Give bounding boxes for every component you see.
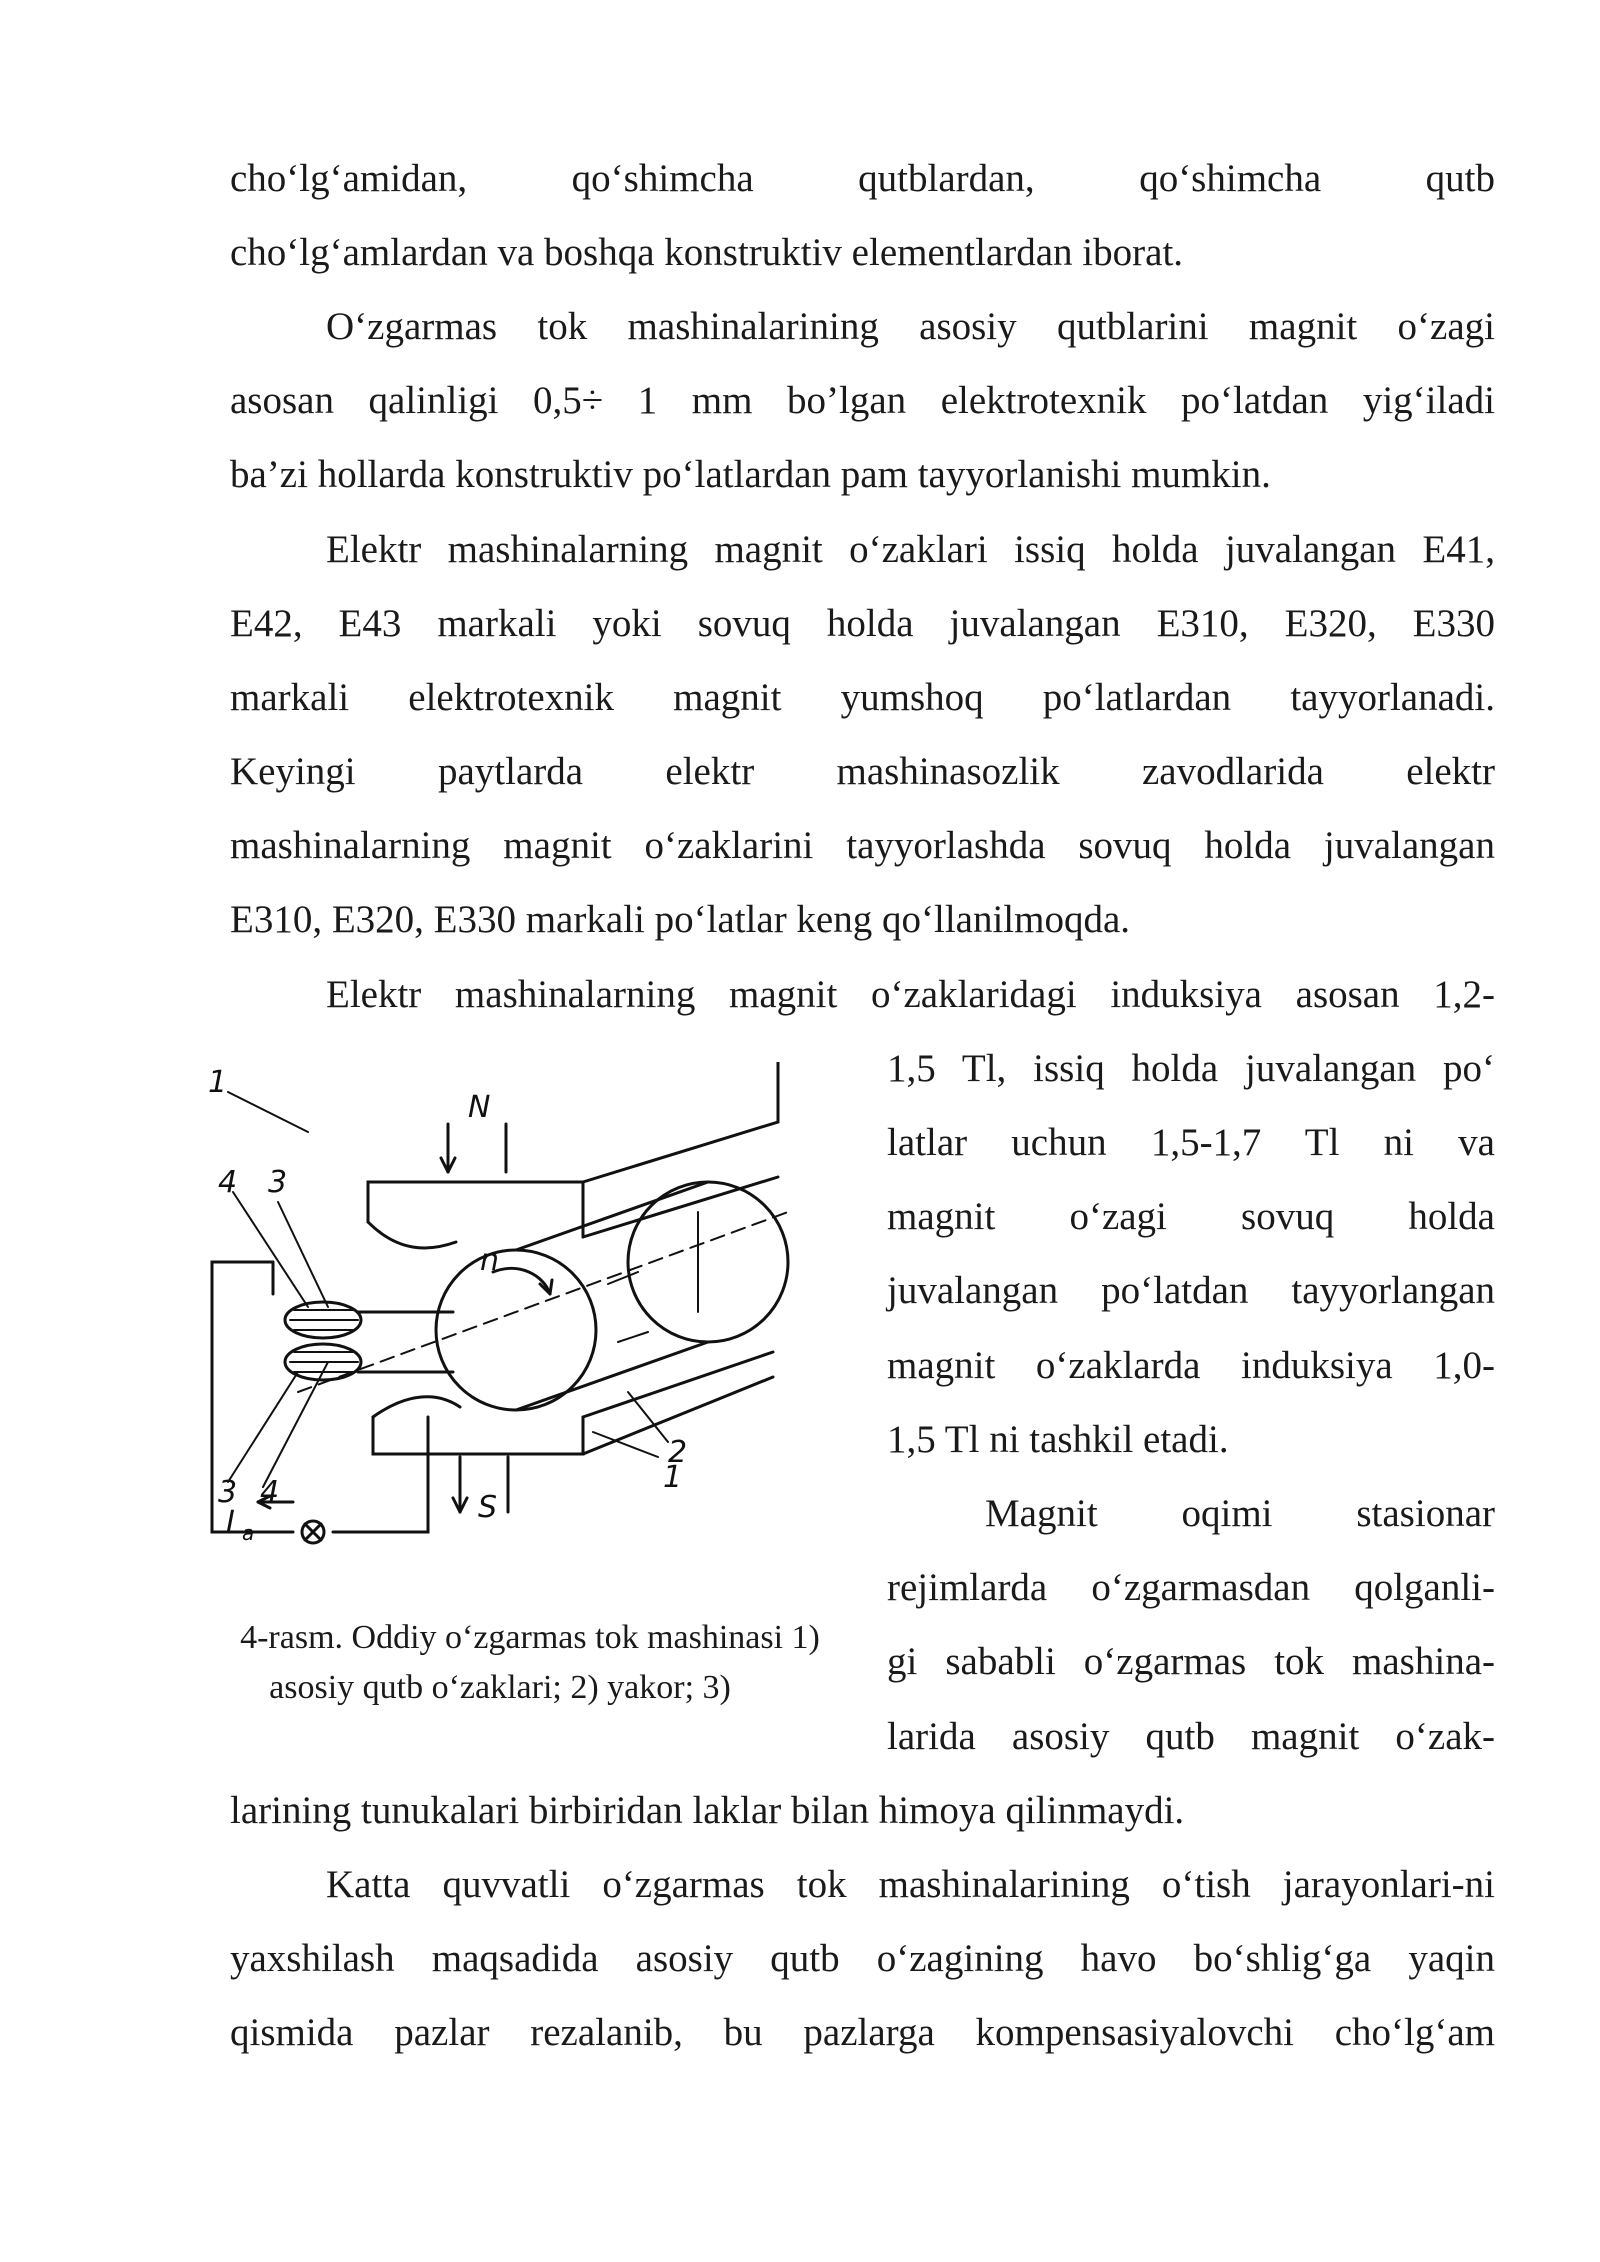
figure-label: n	[480, 1243, 500, 1278]
rotation-arrow	[493, 1268, 550, 1294]
text-line: yaxshilash maqsadida asosiy qutb o‘zagining havo bo‘shlig‘ga yaqin	[230, 1937, 1495, 1980]
pole-shoe	[373, 1397, 460, 1417]
figure-label: I	[226, 1505, 235, 1540]
bottom-pole-edge	[583, 1352, 773, 1417]
text-line: 1,5 Tl, issiq holda juvalangan po‘	[887, 1047, 1495, 1090]
armature-edge	[516, 1182, 708, 1250]
text-line: magnit o‘zaklarda induksiya 1,0-	[887, 1344, 1495, 1387]
top-pole	[368, 1182, 583, 1237]
bottom-pole	[373, 1417, 583, 1454]
figure-caption: 4-rasm. Oddiy o‘zgarmas tok mashinasi 1)	[240, 1619, 820, 1656]
text-line: cho‘lg‘amidan, qo‘shimcha qutblardan, qo‘shimcha qutb	[230, 157, 1495, 200]
text-line: mashinalarning magnit o‘zaklarini tayyorlashda sovuq holda juvalangan	[230, 824, 1495, 867]
shaft	[358, 1312, 453, 1372]
figure-label: S	[478, 1490, 498, 1525]
figure-label: 3	[218, 1475, 238, 1510]
text-line: asosan qalinligi 0,5÷ 1 mm bo’lgan elektrotexnik po‘latdan yig‘iladi	[230, 379, 1495, 422]
text-line: 1,5 Tl ni tashkil etadi.	[887, 1418, 1229, 1461]
text-line: Elektr mashinalarning magnit o‘zaklari issiq holda juvalangan E41,	[326, 528, 1495, 571]
figure-label: 4	[260, 1475, 280, 1510]
text-line: Magnit oqimi stasionar	[985, 1492, 1495, 1535]
leader-line	[233, 1192, 308, 1307]
leader-line	[228, 1372, 298, 1482]
figure-label: a	[242, 1521, 255, 1545]
text-line: magnit o‘zagi sovuq holda	[887, 1195, 1495, 1238]
figure-label: 1	[663, 1460, 683, 1495]
top-pole-edge	[583, 1062, 778, 1182]
text-line: gi sababli o‘zgarmas tok mashina-	[887, 1640, 1495, 1683]
text-line: rejimlarda o‘zgarmasdan qolganli-	[887, 1566, 1495, 1609]
text-line: E310, E320, E330 markali po‘latlar keng qo‘llanilmoqda.	[230, 898, 1131, 941]
text-line: cho‘lg‘amlardan va boshqa konstruktiv elementlardan iborat.	[230, 231, 1184, 274]
leader-line	[278, 1202, 328, 1307]
commutator-segments	[290, 1310, 358, 1330]
armature-front	[436, 1250, 596, 1410]
figure-label: N	[468, 1090, 491, 1125]
text-line: juvalangan po‘latdan tayyorlangan	[887, 1269, 1495, 1312]
text-line: markali elektrotexnik magnit yumshoq po‘latlardan tayyorlanadi.	[230, 676, 1495, 719]
text-line: O‘zgarmas tok mashinalarining asosiy qutblarini magnit o‘zagi	[326, 305, 1495, 348]
text-line: larining tunukalari birbiridan laklar bilan himoya qilinmaydi.	[230, 1789, 1185, 1832]
figure-label: 3	[268, 1165, 288, 1200]
figure-label: 2	[668, 1435, 688, 1470]
lamp-cross	[305, 1524, 321, 1540]
circuit-wire	[333, 1417, 428, 1532]
text-line: latlar uchun 1,5-1,7 Tl ni va	[887, 1121, 1495, 1164]
text-line: E42, E43 markali yoki sovuq holda juvalangan E310, E320, E330	[230, 602, 1495, 645]
text-line: Katta quvvatli o‘zgarmas tok mashinalarining o‘tish jarayonlari-ni	[326, 1863, 1495, 1906]
figure-label: 4	[218, 1165, 238, 1200]
leader-line	[263, 1362, 328, 1487]
leader-line	[228, 1092, 308, 1132]
text-line: Elektr mashinalarning magnit o‘zaklaridagi induksiya asosan 1,2-	[326, 973, 1495, 1016]
text-line: ba’zi hollarda konstruktiv po‘latlardan pam tayyorlanishi mumkin.	[230, 453, 1271, 496]
figure-label: 1	[208, 1065, 228, 1100]
text-line: larida asosiy qutb magnit o‘zak-	[887, 1715, 1495, 1758]
text-line: Keyingi paytlarda elektr mashinasozlik zavodlarida elektr	[230, 750, 1495, 793]
figure-caption: asosiy qutb o‘zaklari; 2) yakor; 3)	[269, 1669, 731, 1706]
pole-shoe	[368, 1222, 456, 1248]
text-line: qismida pazlar rezalanib, bu pazlarga kompensasiyalovchi cho‘lg‘am	[230, 2011, 1495, 2054]
dc-machine-figure	[198, 1062, 798, 1572]
armature-edge	[516, 1342, 708, 1410]
